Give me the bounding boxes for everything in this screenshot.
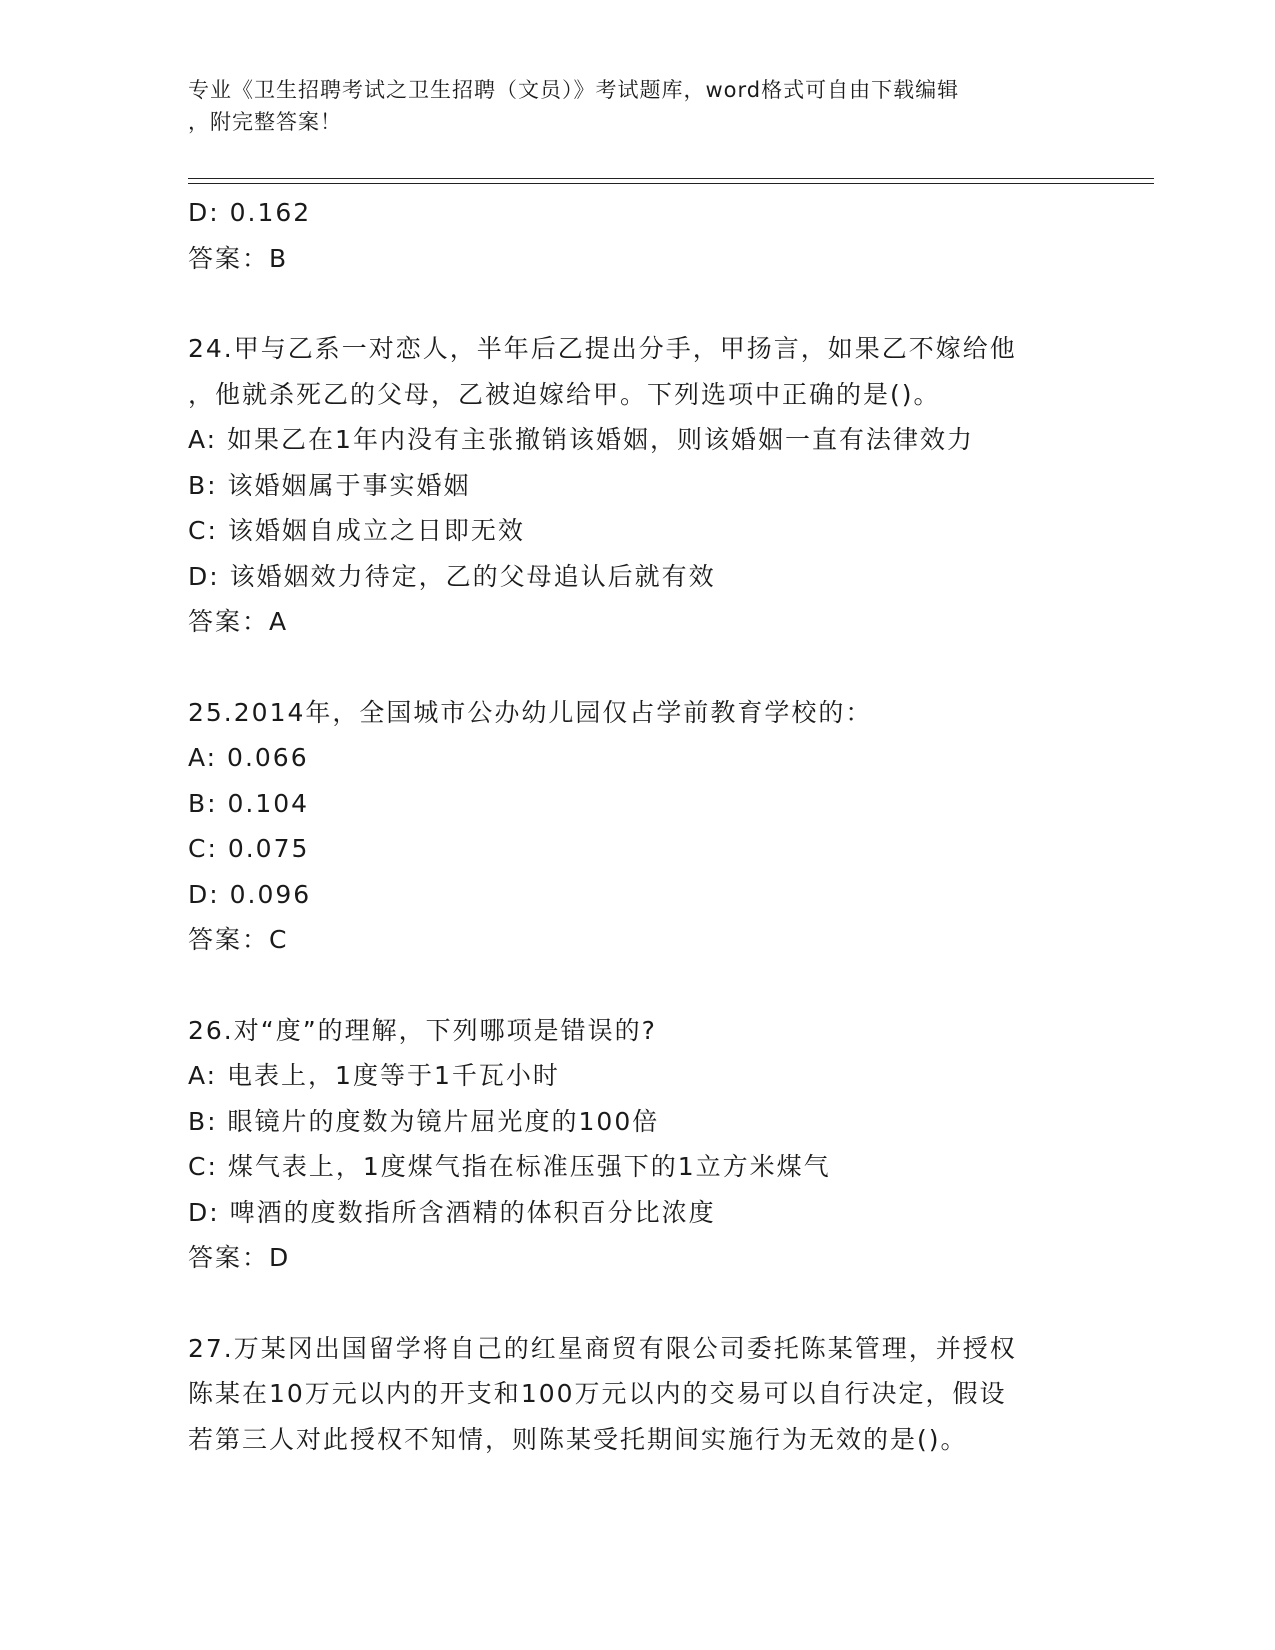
question-26 xyxy=(188,1008,1128,1281)
option-a: A: 电表上，1度等于1千瓦小时 xyxy=(188,1061,560,1090)
document-header xyxy=(188,74,1088,138)
question-list xyxy=(188,190,1128,1462)
question-text-line: 陈某在10万元以内的开支和100万元以内的交易可以自行决定，假设 xyxy=(188,1379,1007,1408)
header-line-1: 专业《卫生招聘考试之卫生招聘（文员）》考试题库，word格式可自由下载编辑 xyxy=(188,78,960,102)
question-text-line: ，他就杀死乙的父母，乙被迫嫁给甲。下列选项中正确的是()。 xyxy=(188,379,941,409)
answer-line: 答案：D xyxy=(188,1243,291,1272)
option-b: B: 眼镜片的度数为镜片屈光度的100倍 xyxy=(188,1106,660,1136)
previous-question-fragment xyxy=(188,190,1128,281)
question-25 xyxy=(188,690,1128,963)
question-text-line: 若第三人对此授权不知情，则陈某受托期间实施行为无效的是()。 xyxy=(188,1424,968,1454)
question-text-line: 27.万某冈出国留学将自己的红星商贸有限公司委托陈某管理，并授权 xyxy=(188,1333,1017,1363)
header-line-2: ，附完整答案！ xyxy=(188,110,342,134)
header-divider-top xyxy=(188,178,1154,179)
option-c: C: 该婚姻自成立之日即无效 xyxy=(188,516,525,545)
answer-line: 答案：B xyxy=(188,243,289,273)
answer-line: 答案：A xyxy=(188,607,289,636)
option-b: B: 0.104 xyxy=(188,788,310,818)
answer-line: 答案：C xyxy=(188,925,289,954)
option-d: D: 0.096 xyxy=(188,879,312,909)
question-27 xyxy=(188,1326,1128,1463)
option-a: A: 如果乙在1年内没有主张撤销该婚姻，则该婚姻一直有法律效力 xyxy=(188,425,974,454)
question-24 xyxy=(188,326,1128,645)
option-c: C: 煤气表上，1度煤气指在标准压强下的1立方米煤气 xyxy=(188,1152,831,1181)
option-d: D: 啤酒的度数指所含酒精的体积百分比浓度 xyxy=(188,1197,716,1227)
question-text-line: 26.对“度”的理解，下列哪项是错误的? xyxy=(188,1015,657,1045)
option-d: D: 该婚姻效力待定，乙的父母追认后就有效 xyxy=(188,561,716,591)
question-text-line: 25.2014年，全国城市公办幼儿园仅占学前教育学校的： xyxy=(188,697,873,727)
header-divider-bottom xyxy=(188,183,1154,184)
option-a: A: 0.066 xyxy=(188,743,309,772)
option-b: B: 该婚姻属于事实婚姻 xyxy=(188,470,471,500)
option-c: C: 0.075 xyxy=(188,834,310,863)
option-d: D: 0.162 xyxy=(188,198,312,227)
question-text-line: 24.甲与乙系一对恋人，半年后乙提出分手，甲扬言，如果乙不嫁给他 xyxy=(188,334,1017,363)
